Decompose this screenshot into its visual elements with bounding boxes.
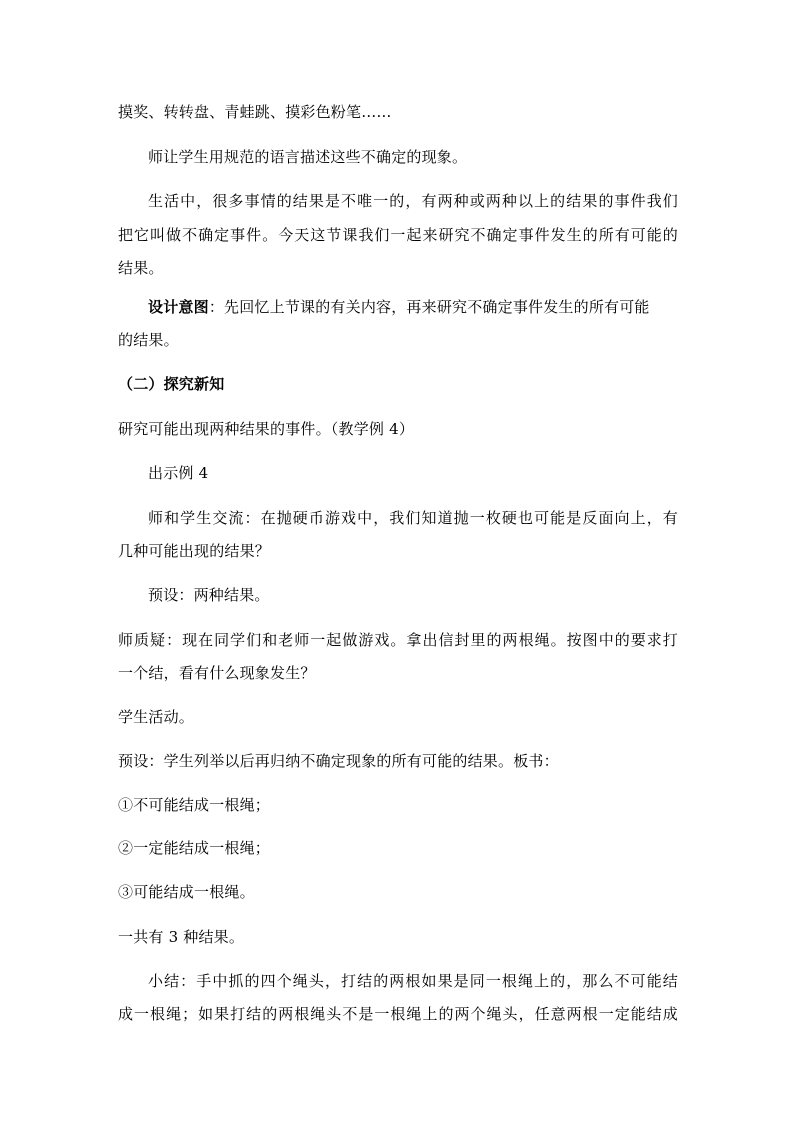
paragraph-line: 摸奖、转转盘、青蛙跳、摸彩色粉笔…… (118, 103, 392, 121)
list-item: ①不可能结成一根绳； (118, 796, 271, 814)
paragraph-line: 的结果。 (118, 331, 179, 349)
paragraph-line: 师和学生交流：在抛硬币游戏中，我们知道抛一枚硬也可能是反面向上，有 (148, 509, 678, 527)
paragraph-line: 师质疑：现在同学们和老师一起做游戏。拿出信封里的两根绳。按图中的要求打 (118, 631, 678, 649)
paragraph-line: 一共有 3 种结果。 (118, 928, 245, 946)
paragraph-line: 出示例 4 (148, 464, 209, 482)
paragraph-line: 师让学生用规范的语言描述这些不确定的现象。 (148, 148, 468, 166)
list-item: ②一定能结成一根绳； (118, 839, 271, 857)
paragraph-line: 几种可能出现的结果？ (118, 542, 271, 560)
paragraph-line: 生活中，很多事情的结果是不唯一的，有两种或两种以上的结果的事件我们 (148, 192, 678, 210)
design-intent-colon: ： (208, 298, 225, 316)
paragraph-line: 小结：手中抓的四个绳头，打结的两根如果是同一根绳上的，那么不可能结 (148, 972, 678, 990)
paragraph-line: 一个结，看有什么现象发生？ (118, 664, 316, 682)
design-intent-text: 先回忆上节课的有关内容，再来研究不确定事件发生的所有可能 (224, 298, 650, 316)
paragraph-line: 学生活动。 (118, 708, 195, 726)
design-intent-line (148, 297, 678, 317)
design-intent-label: 设计意图 (148, 298, 209, 316)
paragraph-line: 把它叫做不确定事件。今天这节课我们一起来研究不确定事件发生的所有可能的 (118, 226, 678, 244)
paragraph-line: 研究可能出现两种结果的事件。（教学例 4） (118, 420, 415, 438)
paragraph-line: 预设：两种结果。 (148, 586, 270, 604)
paragraph-line: 成一根绳；如果打结的两根绳头不是一根绳上的两个绳头，任意两根一定能结成 (118, 1005, 678, 1023)
paragraph-line: 预设：学生列举以后再归纳不确定现象的所有可能的结果。板书： (118, 752, 559, 770)
paragraph-line: 结果。 (118, 259, 164, 277)
section-heading: （二）探究新知 (118, 375, 225, 393)
list-item: ③可能结成一根绳。 (118, 883, 255, 901)
